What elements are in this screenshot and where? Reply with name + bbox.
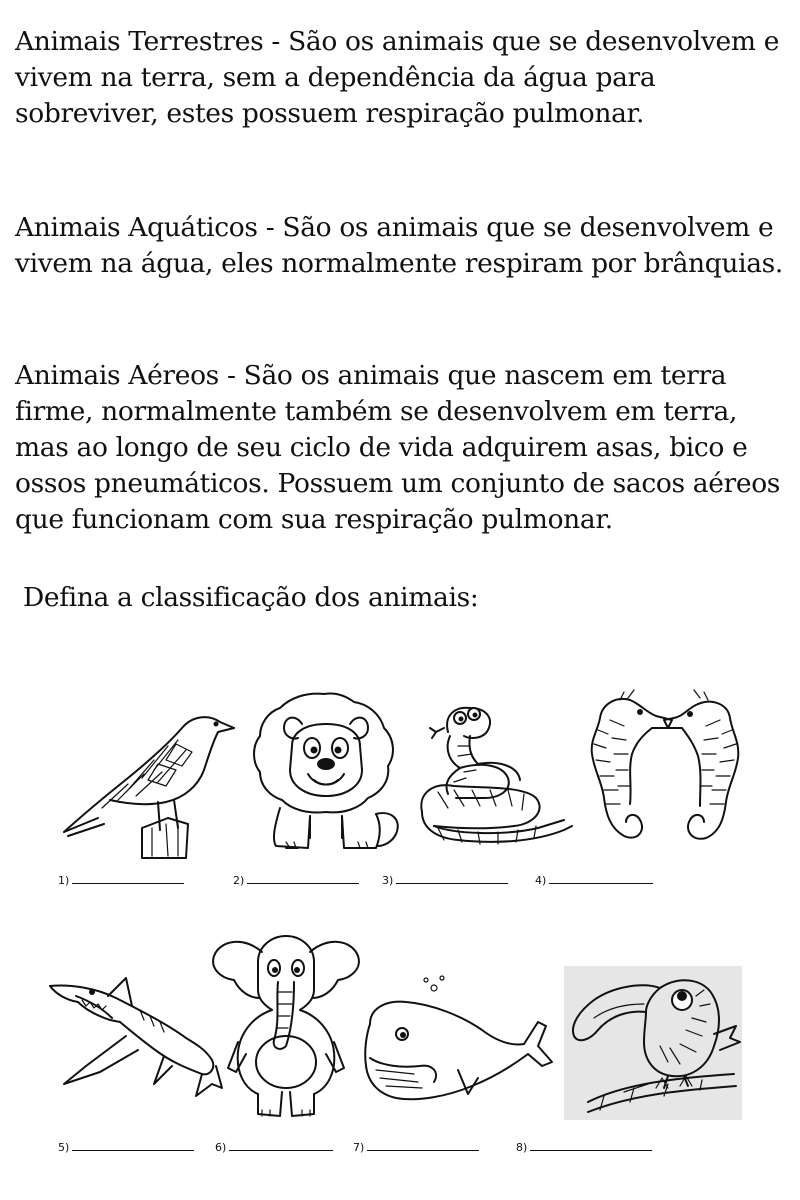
answer-line-8[interactable] [530, 1140, 652, 1151]
lion-drawing-icon [246, 688, 406, 854]
answer-blank-2[interactable] [233, 873, 359, 888]
elephant-drawing-icon [210, 932, 362, 1120]
bird-drawing-icon [58, 700, 240, 860]
answer-number-4: 4) [535, 874, 547, 887]
answer-line-1[interactable] [72, 873, 184, 884]
answer-number-1: 1) [58, 874, 70, 887]
answer-line-4[interactable] [549, 873, 653, 884]
answer-line-3[interactable] [396, 873, 508, 884]
answer-blank-7[interactable] [353, 1140, 479, 1155]
answer-blank-5[interactable] [58, 1140, 194, 1155]
whale-drawing-icon [362, 974, 552, 1110]
instruction-text: Defina a classificação dos animais: [23, 582, 479, 613]
answer-number-2: 2) [233, 874, 245, 887]
answer-blank-8[interactable] [516, 1140, 652, 1155]
answer-line-6[interactable] [229, 1140, 333, 1151]
answer-number-8: 8) [516, 1141, 528, 1154]
paragraph-animais-aereos: Animais Aéreos - São os animais que nascem em terra firme, normalmente também se desenvolvem em terra, mas ao longo de seu ciclo de vida adquirem asas, bico e ossos pneumáticos. Possuem um conjunto de sacos aéreos que funcionam com sua respiração pulmonar. [15, 360, 781, 535]
answer-line-7[interactable] [367, 1140, 479, 1151]
seahorses-drawing-icon [580, 690, 752, 846]
answer-number-3: 3) [382, 874, 394, 887]
answer-blank-3[interactable] [382, 873, 508, 888]
answer-number-7: 7) [353, 1141, 365, 1154]
answer-blank-4[interactable] [535, 873, 653, 888]
paragraph-animais-terrestres: Animais Terrestres - São os animais que se desenvolvem e vivem na terra, sem a dependência da água para sobreviver, estes possuem respiração pulmonar. [15, 26, 780, 129]
answer-blank-1[interactable] [58, 873, 184, 888]
answer-blank-6[interactable] [215, 1140, 333, 1155]
snake-drawing-icon [414, 702, 574, 854]
answer-line-2[interactable] [247, 873, 359, 884]
answer-number-6: 6) [215, 1141, 227, 1154]
answer-number-5: 5) [58, 1141, 70, 1154]
toucan-drawing-icon [564, 966, 742, 1120]
paragraph-animais-aquaticos: Animais Aquáticos - São os animais que se desenvolvem e vivem na água, eles normalmente respiram por brânquias. [15, 212, 783, 279]
answer-line-5[interactable] [72, 1140, 194, 1151]
shark-drawing-icon [46, 976, 222, 1102]
